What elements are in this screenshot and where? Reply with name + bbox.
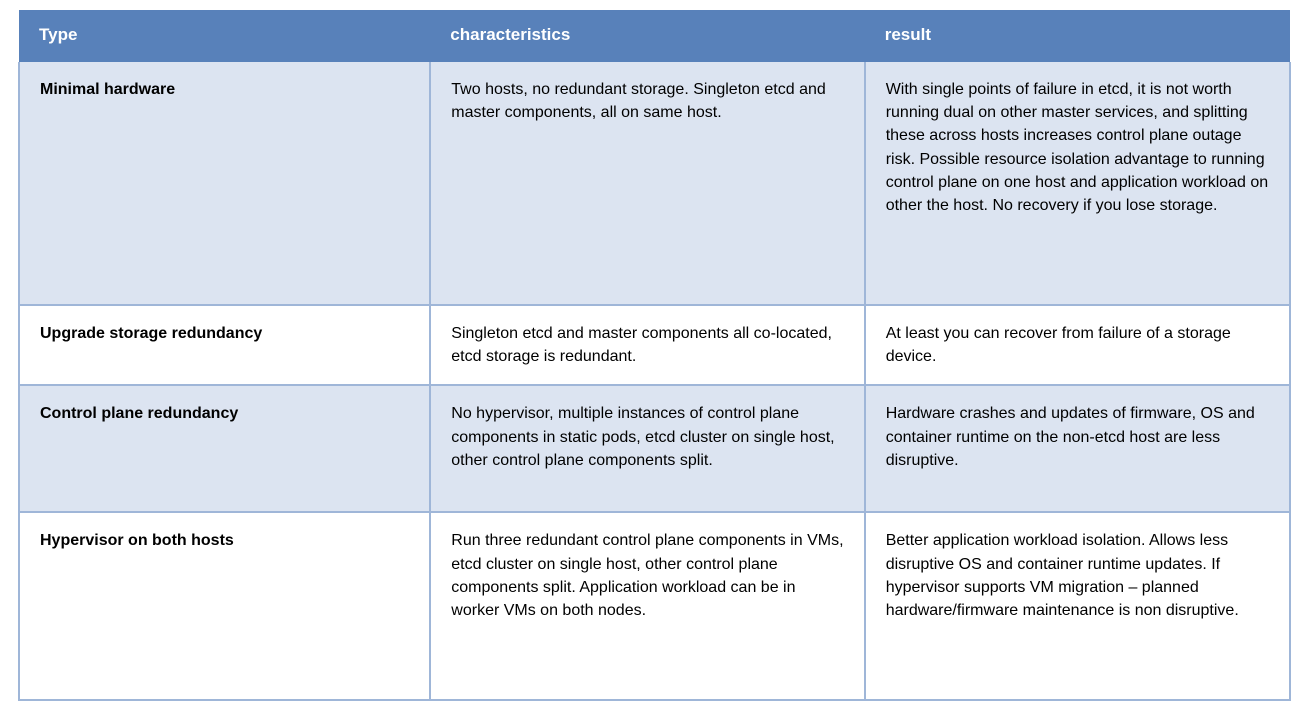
cell-result: Hardware crashes and updates of firmware, OS and container runtime on the non-etcd host are less disruptive.	[865, 385, 1290, 512]
cell-type: Hypervisor on both hosts	[19, 512, 430, 700]
column-header-type: Type	[19, 10, 430, 62]
table-body	[19, 62, 1290, 700]
comparison-table	[18, 10, 1291, 701]
cell-type: Control plane redundancy	[19, 385, 430, 512]
table-row	[19, 385, 1290, 512]
cell-characteristics: No hypervisor, multiple instances of control plane components in static pods, etcd cluster on single host, other control plane components split.	[430, 385, 864, 512]
cell-characteristics: Run three redundant control plane components in VMs, etcd cluster on single host, other control plane components split. Application workload can be in worker VMs on both nodes.	[430, 512, 864, 700]
table-header	[19, 10, 1290, 62]
header-row	[19, 10, 1290, 62]
cell-result: With single points of failure in etcd, it is not worth running dual on other master services, and splitting these across hosts increases control plane outage risk. Possible resource isolation advantage to running control plane on one host and application workload on other the host. No recovery if you lose storage.	[865, 62, 1290, 305]
table-row	[19, 62, 1290, 305]
cell-result: At least you can recover from failure of a storage device.	[865, 305, 1290, 385]
cell-type: Upgrade storage redundancy	[19, 305, 430, 385]
column-header-result: result	[865, 10, 1290, 62]
cell-characteristics: Singleton etcd and master components all co-located, etcd storage is redundant.	[430, 305, 864, 385]
cell-type: Minimal hardware	[19, 62, 430, 305]
cell-characteristics: Two hosts, no redundant storage. Singleton etcd and master components, all on same host.	[430, 62, 864, 305]
column-header-characteristics: characteristics	[430, 10, 864, 62]
table-row	[19, 305, 1290, 385]
cell-result: Better application workload isolation. Allows less disruptive OS and container runtime updates. If hypervisor supports VM migration – planned hardware/firmware maintenance is non disruptive.	[865, 512, 1290, 700]
cluster-topology-comparison-table-wrap	[18, 10, 1291, 701]
table-row	[19, 512, 1290, 700]
